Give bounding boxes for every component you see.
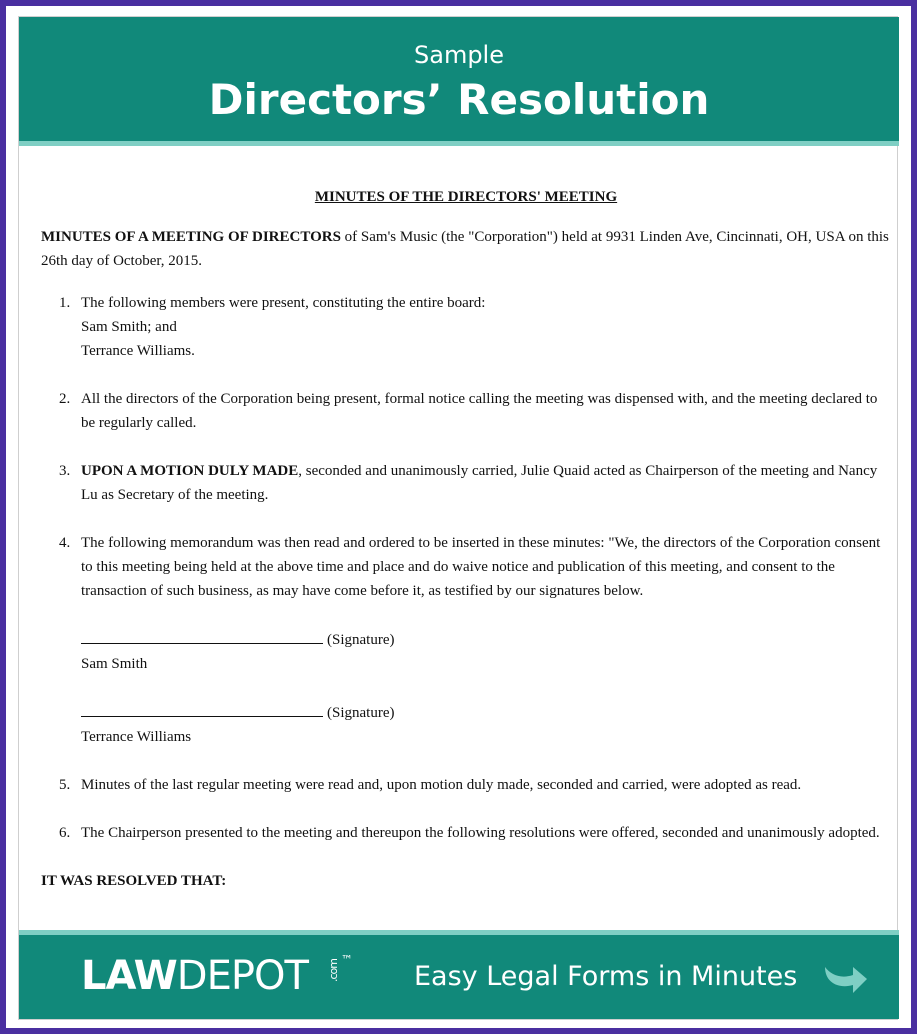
item-number: 6. <box>59 825 71 841</box>
list-item <box>41 821 891 845</box>
footer-tagline: Easy Legal Forms in Minutes <box>414 961 798 992</box>
item-number: 4. <box>59 535 71 551</box>
item-number: 2. <box>59 391 71 407</box>
item-text: The following memorandum was then read and ordered to be inserted in these minutes: "We, the directors of the Corporation consent to this meeting being held at the above time and place and do waive notice and publication of this meeting, and consent to the transaction of such business, as may have come before it, as testified by our signatures below. <box>81 535 881 599</box>
item-number: 1. <box>59 295 71 311</box>
list-item <box>41 459 891 507</box>
logo-rest: DEPOT <box>176 953 308 999</box>
item-text: The following members were present, constituting the entire board: <box>81 295 486 311</box>
item-number: 3. <box>59 463 71 479</box>
document-body <box>41 185 891 893</box>
item-bold: UPON A MOTION DULY MADE <box>81 463 299 479</box>
item-text: Minutes of the last regular meeting were read and, upon motion duly made, seconded and carried, were adopted as read. <box>81 777 802 793</box>
item-rest: , seconded and unanimously carried, Julie Quaid acted as Chairperson of the meeting and Nancy Lu as Secretary of the meeting. <box>81 463 878 503</box>
document-heading: MINUTES OF THE DIRECTORS' MEETING <box>314 189 618 205</box>
lawdepot-logo <box>81 953 352 999</box>
document-card <box>18 16 898 1020</box>
header-title: Directors’ Resolution <box>208 75 710 124</box>
item-text <box>81 459 891 507</box>
item-text: The Chairperson presented to the meeting and thereupon the following resolutions were offered, seconded and unanimously adopted. <box>81 825 880 841</box>
list-item <box>41 773 891 797</box>
footer-banner <box>19 930 899 1019</box>
logo-bold: LAW <box>81 953 177 999</box>
signature-block <box>41 700 891 749</box>
list-item <box>41 531 891 603</box>
signature-label: (Signature) <box>327 632 395 648</box>
signature-line <box>81 627 323 644</box>
list-item <box>41 291 891 363</box>
item-text: All the directors of the Corporation being present, formal notice calling the meeting was dispensed with, and the meeting declared to be regularly called. <box>81 391 878 431</box>
signer-name: Terrance Williams <box>81 729 192 745</box>
signature-block <box>41 627 891 676</box>
intro-paragraph <box>41 225 891 273</box>
list-item <box>41 387 891 435</box>
item-number: 5. <box>59 777 71 793</box>
resolved-heading: IT WAS RESOLVED THAT: <box>41 873 227 889</box>
item-text: Terrance Williams. <box>81 343 195 359</box>
signature-line <box>81 700 323 717</box>
intro-text: of Sam's Music (the "Corporation") held at 9931 Linden Ave, Cincinnati, OH, USA on this 26th day of October, 2015. <box>41 229 889 269</box>
header-subtitle: Sample <box>414 41 504 69</box>
page-frame <box>6 6 911 1028</box>
intro-bold: MINUTES OF A MEETING OF DIRECTORS <box>41 229 341 245</box>
signer-name: Sam Smith <box>81 656 148 672</box>
arrow-icon <box>819 953 869 997</box>
header-banner <box>19 17 899 146</box>
logo-com: .com <box>327 959 340 982</box>
item-text: Sam Smith; and <box>81 319 177 335</box>
logo-tm: ™ <box>341 953 352 967</box>
signature-label: (Signature) <box>327 705 395 721</box>
